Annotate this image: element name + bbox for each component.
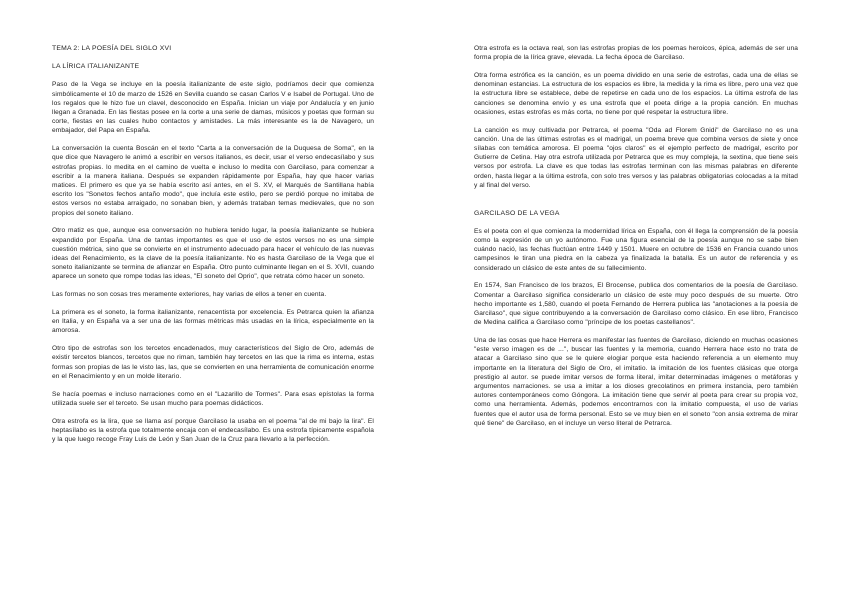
paragraph: Otro matiz es que, aunque esa conversación no hubiera tenido lugar, la poesía italianizante se hubiera expandido por España. Una de tantas importantes es que el uso de estos versos no es una simple cuestión métrica, sino que se convierte en el instrumento adecuado para hacer el vehículo de las nuevas ideas del Renacimiento, es la clave de la poesía italianizante. No es hasta Garcilaso de la Vega que el soneto italianizante se termina de afianzar en España. Otro punto culminante llegan en el S. XVII, cuando aparece un soneto que rompe todas las ideas, "El soneto del Oprio", que retrata cómo hacer un soneto. (52, 227, 374, 281)
paragraph: Paso de la Vega se incluye en la poesía italianizante de este siglo, podríamos decir que comienza simbólicamente el 10 de marzo de 1526 en Sevilla cuando se casan Carlos V e Isabel de Portugal. Uno de los regalos que le hizo fue un clavel, desconocido en España. Inician un viaje por Andalucía y en junio llegan a Granada. En las fiestas posee en la corte a una serie de damas, músicos y poetas que forman su corte, fiestas en las cuales hubo contactos y amistades. La más interesante es la de Navagero, un embajador, del Papa en España. (52, 81, 374, 135)
paragraph: Las formas no son cosas tres meramente exteriores, hay varias de ellos a tener en cuenta. (52, 291, 327, 299)
paragraph: Otro tipo de estrofas son los tercetos encadenados, muy característicos del Siglo de Oro, además de existir tercetos blancos, tercetos que no riman, también hay tercetos en las que la rima es interna, estas formas son propias de las le visto las, las, que se convierten en una herramienta de comunicación enorme en el Renacimiento y en un molde literario. (52, 345, 374, 380)
paragraph: La canción es muy cultivada por Petrarca, el poema "Oda ad Florem Gnidi" de Garcilaso no es una canción. Una de las últimas estrofas es el madrigal, un poema breve que combina versos de siete y once sílabas con temática amorosa. El poema "ojos claros" es el ejemplo perfecto de madrigal, escrito por Gutierre de Cetina. Hay otra estrofa utilizada por Petrarca que es muy compleja, la sextina, que tiene seis versos por estrofa. La clave es que todas las estrofas terminan con las mismas palabras en diferente orden, hasta llegar a la última estrofa, con solo tres versos y las palabras obligatorias colocadas a la mitad y al final del verso. (474, 126, 798, 189)
paragraph: Una de las cosas que hace Herrera es manifestar las fuentes de Garcilaso, diciendo en muchas ocasiones "este verso imagen es de ...", buscar las fuentes y la memoria, cuando Herrera hace esto no trata de atacar a Garcilaso sino que se le quiere elogiar porque esta haciendo referencia a un elemento muy importante en la literatura del Siglo de Oro, el imitatio. la imitación de los fuentes clásicas que otorga prestigio al autor. se puede imitar versos de forma literal, imitar determinadas imágenes o metáforas y argumentos narraciones. se usa a imitar a los dioses grecolatinos en primera instancia, pero también autores contemporáneos como Góngora. La imitación tiene que servir al poeta para crear su propia voz, como una herramienta. Además, podemos encontrarnos con la imitatio compuesta, el uso de varias fuentes que el autor usa de forma personal. Esto se ve muy bien en el soneto "con ansia extrema de mirar qué tiene" de Garcilaso, en el incluye un verso literal de Petrarca. (474, 337, 798, 427)
paragraph: La primera es el soneto, la forma italianizante, renacentista por excelencia. Es Petrarca quien la afianza en Italia, y en España va a ser una de las formas métricas más usadas en la lírica, especialmente en la amorosa. (52, 309, 374, 335)
document-title: TEMA 2: LA POESÍA DEL SIGLO XVI (52, 45, 172, 52)
paragraph: Se hacía poemas e incluso narraciones como en el "Lazarillo de Tormes". Para esas epístolas la forma utilizada suele ser el terceto. Se usan mucho para poemas didácticos. (52, 390, 374, 407)
paragraph: Otra estrofa es la lira, que se llama así porque Garcilaso la usaba en el poema "al de mi bajo la lira". El heptasílabo es la estrofa que totalmente encaja con el endecasílabo. Es una estrofa típicamente española y la que luego recoge Fray Luis de León y San Juan de la Cruz para llevarlo a la perfección. (52, 417, 374, 444)
section-heading-garcilaso: GARCILASO DE LA VEGA (474, 209, 560, 217)
section-spacer (474, 199, 798, 209)
right-column (474, 44, 798, 437)
paragraph: La conversación la cuenta Boscán en el texto "Carta a la conversación de la Duquesa de Soma", en la que dice que Navagero le animó a escribir en versos italianos, es decir, usar el verso endecasílabo y sus estrofas propias. lo medita en el camino de vuelta e incluso lo medita con Garcilaso, para comenzar a escribir a la manera italiana. Después se expanden rápidamente por España, hay que hacer varias matices. El primero es que ya se había escrito así antes, en el S. XV, el Marqués de Santillana había escrito los "Sonetos fechos antaño modo", que incluía este estilo, pero se perdió porque no imitaba de estos versos no estaba arraigado, no sonaban bien, y además trataban temas medievales, que no son propios del soneto italiano. (52, 145, 374, 217)
section-heading-lirica: LA LÍRICA ITALIANIZANTE (52, 63, 140, 71)
left-column (52, 44, 374, 453)
paragraph: Otra estrofa es la octava real, son las estrofas propias de los poemas heroicos, épica, además de ser una forma propia de la lírica grave, elevada. La fecha época de Garcilaso. (474, 45, 798, 62)
paragraph: Otra forma estrófica es la canción, es un poema dividido en una serie de estrofas, cada una de ellas se denominan estancias. La estructura de los espacios es libre, la medida y la rima es libre, pero una vez que la estructura libre se establece, debe de repetirse en cada uno de los espacios. La última estrofa de las canciones se denomina envío y es una estrofa que el poeta dirige a la propia canción. En muchas ocasiones, estas estrofas es más corta, no tiene por qué respetar la estructura libre. (474, 72, 798, 116)
paragraph: Es el poeta con el que comienza la modernidad lírica en España, con él llega la comprensión de la poesía como la expresión de un yo autónomo. Fue una figura esencial de la poesía aunque no se sabe bien cuándo nació, las fechas fluctúan entre 1449 y 1501. Muere en octubre de 1536 en Francia cuando unos campesinos le tiran una piedra en la cabeza ya finalizada la batalla. Es un autor de referencia y es considerado un clásico de este antes de su fallecimiento. (474, 227, 798, 272)
paragraph: En 1574, San Francisco de los brazos, El Brocense, publica dos comentarios de la poesía de Garcilaso. Comentar a Garcilaso significa considerarlo un clásico de este muy poco después de su muerte. Otro hecho importante es 1,580, cuando el poeta Fernando de Herrera publica las "anotaciones a la poesía de Garcilaso", que sigue contribuyendo a la conversación de Garcilaso como clásico. En ese libro, Francisco de Medina califica a Garcilaso como "príncipe de los poetas castellanos". (474, 282, 798, 327)
